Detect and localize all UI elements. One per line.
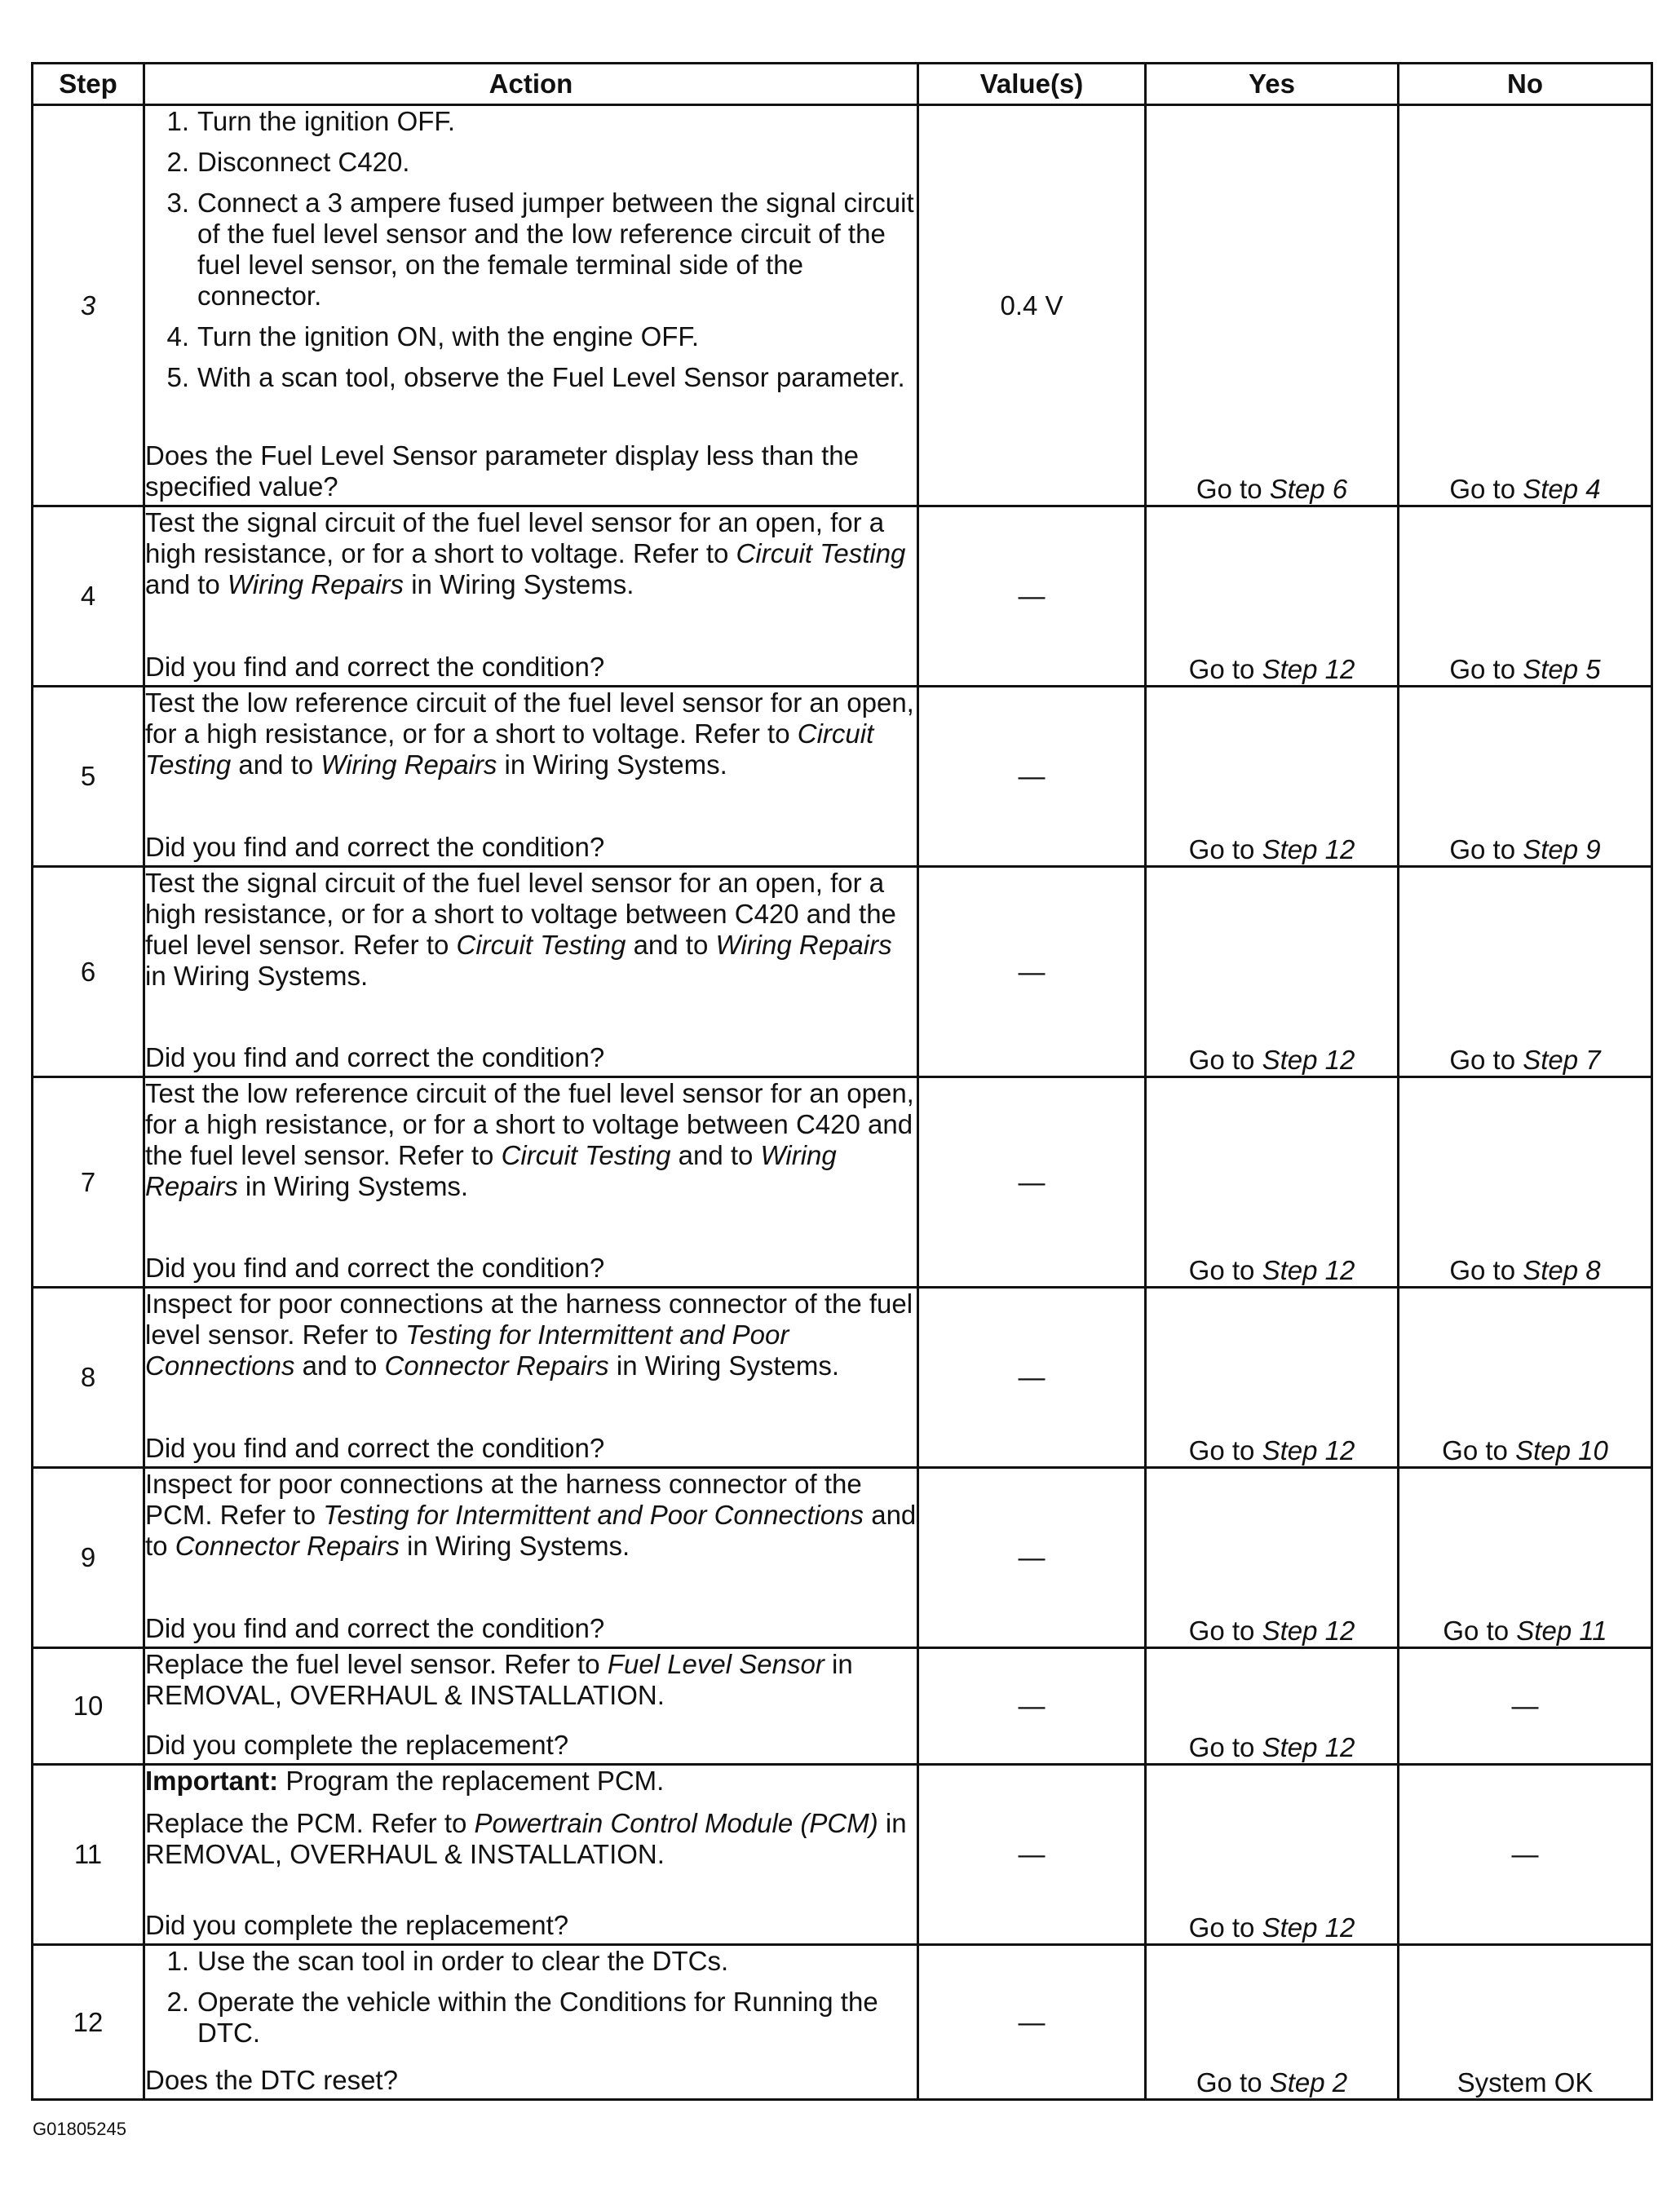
step-number: 4 <box>33 506 144 687</box>
action-question: Did you find and correct the condition? <box>145 1253 605 1283</box>
step-number: 10 <box>33 1648 144 1765</box>
list-item: 3. Connect a 3 ampere fused jumper between the signal circuit of the fuel level sensor and the low reference circuit of the fuel level sensor, on the female terminal side of the connector. <box>166 188 914 311</box>
value-cell: — <box>918 1945 1146 2100</box>
step-number: 3 <box>33 105 144 506</box>
action-cell <box>144 1468 918 1648</box>
action-text: Test the signal circuit of the fuel level sensor for an open, for a high resistance, or for a short to voltage between C420 and the fuel level sensor. Refer to Circuit Testing and to Wiring Repairs in Wiring Systems. <box>145 868 896 991</box>
no-step-link: Step 4 <box>1523 474 1601 504</box>
action-question: Did you find and correct the condition? <box>145 1433 605 1463</box>
list-item: 4. Turn the ignition ON, with the engine OFF. <box>166 321 700 351</box>
value-cell: — <box>918 687 1146 867</box>
yes-step-link: Step 12 <box>1262 1255 1355 1285</box>
no-step-link: Step 9 <box>1523 834 1601 864</box>
list-item: 5. With a scan tool, observe the Fuel Level Sensor parameter. <box>166 362 905 392</box>
step-number: 7 <box>33 1077 144 1288</box>
table-row <box>33 687 1652 867</box>
action-cell <box>144 1288 918 1468</box>
yes-step-link: Step 2 <box>1269 2067 1348 2098</box>
action-cell <box>144 1945 918 2100</box>
table-row <box>33 105 1652 506</box>
value-cell: — <box>918 506 1146 687</box>
no-cell: Go to Step 9 <box>1399 687 1652 867</box>
action-text: Test the low reference circuit of the fuel level sensor for an open, for a high resistance, or for a short to voltage between C420 and the fuel level sensor. Refer to Circuit Testing and to Wiring Repairs in Wiring Systems. <box>145 1078 914 1201</box>
list-item: 2. Disconnect C420. <box>166 147 410 177</box>
no-cell: — <box>1399 1648 1652 1765</box>
no-cell: Go to Step 11 <box>1399 1468 1652 1648</box>
yes-step-link: Step 12 <box>1262 834 1355 864</box>
yes-step-link: Step 6 <box>1269 474 1348 504</box>
list-item: 2. Operate the vehicle within the Conditions for Running the DTC. <box>166 1987 878 2048</box>
table-row <box>33 1765 1652 1945</box>
no-cell: Go to Step 7 <box>1399 867 1652 1077</box>
no-step-link: Step 7 <box>1523 1045 1601 1075</box>
table-row <box>33 1468 1652 1648</box>
value-cell: — <box>918 1077 1146 1288</box>
action-question: Did you find and correct the condition? <box>145 832 605 862</box>
action-text: Test the signal circuit of the fuel level sensor for an open, for a high resistance, or for a short to voltage. Refer to Circuit Testing and to Wiring Repairs in Wiring Systems. <box>145 507 906 599</box>
no-cell: Go to Step 10 <box>1399 1288 1652 1468</box>
action-cell <box>144 1648 918 1765</box>
diagnostic-table <box>31 62 1653 2101</box>
table-row <box>33 1648 1652 1765</box>
yes-cell: Go to Step 12 <box>1146 1077 1399 1288</box>
yes-cell: Go to Step 12 <box>1146 1468 1399 1648</box>
header-action: Action <box>144 64 918 105</box>
list-item: 1. Turn the ignition OFF. <box>166 106 456 136</box>
step-number: 11 <box>33 1765 144 1945</box>
value-cell: — <box>918 1288 1146 1468</box>
yes-step-link: Step 12 <box>1262 1435 1355 1465</box>
table-row <box>33 1077 1652 1288</box>
step-number: 6 <box>33 867 144 1077</box>
no-step-link: Step 8 <box>1523 1255 1601 1285</box>
action-question: Does the Fuel Level Sensor parameter display less than the specified value? <box>145 440 859 502</box>
action-text: Inspect for poor connections at the harness connector of the PCM. Refer to Testing for Intermittent and Poor Connections and to Connector Repairs in Wiring Systems. <box>145 1469 917 1561</box>
value-cell: — <box>918 1468 1146 1648</box>
no-cell: — <box>1399 1765 1652 1945</box>
action-text: Test the low reference circuit of the fuel level sensor for an open, for a high resistance, or for a short to voltage. Refer to Circuit Testing and to Wiring Repairs in Wiring Systems. <box>145 687 914 780</box>
action-cell <box>144 105 918 506</box>
action-cell <box>144 687 918 867</box>
table-row <box>33 867 1652 1077</box>
step-number: 5 <box>33 687 144 867</box>
action-question: Did you find and correct the condition? <box>145 1042 605 1072</box>
action-steps <box>145 106 917 403</box>
value-cell: 0.4 V <box>918 105 1146 506</box>
table-row <box>33 506 1652 687</box>
yes-cell: Go to Step 12 <box>1146 1765 1399 1945</box>
yes-cell: Go to Step 6 <box>1146 105 1399 506</box>
yes-step-link: Step 12 <box>1262 1732 1355 1762</box>
important-note: Important: Program the replacement PCM. <box>145 1766 665 1796</box>
yes-cell: Go to Step 2 <box>1146 1945 1399 2100</box>
action-question: Did you find and correct the condition? <box>145 652 605 682</box>
action-text: Replace the PCM. Refer to Powertrain Control Module (PCM) in REMOVAL, OVERHAUL & INSTALLATION. <box>145 1808 907 1869</box>
action-text: Replace the fuel level sensor. Refer to Fuel Level Sensor in REMOVAL, OVERHAUL & INSTALLATION. <box>145 1649 853 1710</box>
step-number: 9 <box>33 1468 144 1648</box>
yes-cell: Go to Step 12 <box>1146 1648 1399 1765</box>
action-text: Inspect for poor connections at the harness connector of the fuel level sensor. Refer to Testing for Intermittent and Poor Connections and to Connector Repairs in Wiring Systems. <box>145 1289 913 1381</box>
table-row <box>33 1945 1652 2100</box>
yes-step-link: Step 12 <box>1262 1616 1355 1646</box>
table-row <box>33 1288 1652 1468</box>
action-steps <box>145 1946 917 2058</box>
yes-step-link: Step 12 <box>1262 1912 1355 1943</box>
action-question: Does the DTC reset? <box>145 2065 398 2095</box>
header-row <box>33 64 1652 105</box>
list-item: 1. Use the scan tool in order to clear the DTCs. <box>166 1946 729 1976</box>
header-values: Value(s) <box>918 64 1146 105</box>
yes-step-link: Step 12 <box>1262 654 1355 684</box>
yes-cell: Go to Step 12 <box>1146 1288 1399 1468</box>
yes-cell: Go to Step 12 <box>1146 867 1399 1077</box>
yes-cell: Go to Step 12 <box>1146 506 1399 687</box>
value-cell: — <box>918 867 1146 1077</box>
header-step: Step <box>33 64 144 105</box>
header-yes: Yes <box>1146 64 1399 105</box>
no-step-link: Step 10 <box>1515 1435 1608 1465</box>
no-cell: System OK <box>1399 1945 1652 2100</box>
yes-cell: Go to Step 12 <box>1146 687 1399 867</box>
no-cell: Go to Step 8 <box>1399 1077 1652 1288</box>
no-step-link: Step 5 <box>1523 654 1601 684</box>
no-cell: Go to Step 4 <box>1399 105 1652 506</box>
header-no: No <box>1399 64 1652 105</box>
step-number: 12 <box>33 1945 144 2100</box>
figure-code: G01805245 <box>33 2119 126 2139</box>
action-cell <box>144 1765 918 1945</box>
value-cell: — <box>918 1765 1146 1945</box>
action-cell <box>144 867 918 1077</box>
action-cell <box>144 1077 918 1288</box>
yes-step-link: Step 12 <box>1262 1045 1355 1075</box>
step-number: 8 <box>33 1288 144 1468</box>
no-cell: Go to Step 5 <box>1399 506 1652 687</box>
action-question: Did you complete the replacement? <box>145 1730 569 1760</box>
no-step-link: Step 11 <box>1516 1616 1607 1646</box>
action-cell <box>144 506 918 687</box>
action-question: Did you find and correct the condition? <box>145 1613 605 1643</box>
action-question: Did you complete the replacement? <box>145 1910 569 1940</box>
value-cell: — <box>918 1648 1146 1765</box>
